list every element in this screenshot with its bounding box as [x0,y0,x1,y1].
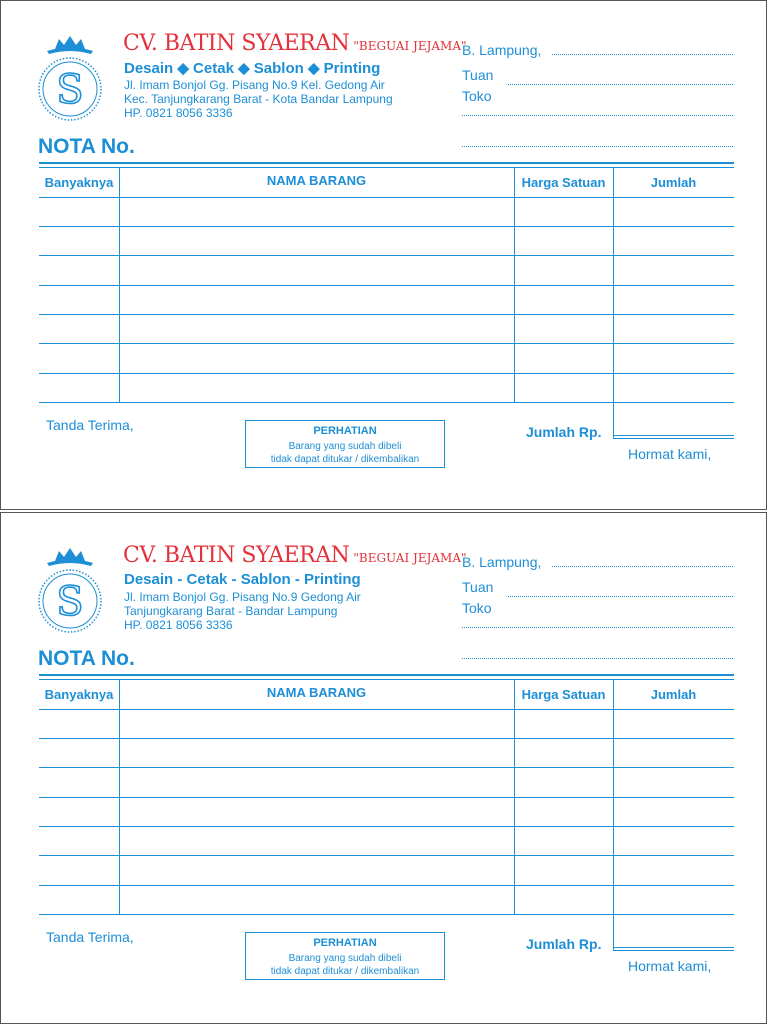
total-line-double [613,950,734,951]
tanda-terima-label: Tanda Terima, [46,929,134,945]
table-row[interactable] [39,198,734,226]
table-row-line [39,402,734,403]
column-divider [613,167,614,439]
svg-text:S: S [56,67,84,113]
table-row[interactable] [39,827,734,855]
address-line: HP. 0821 8056 3336 [124,618,233,632]
table-row[interactable] [39,886,734,914]
table-row[interactable] [39,739,734,767]
company-tagline: "BEGUAI JEJAMA" [353,551,467,565]
table-top-rule [39,674,734,676]
address-line: Kec. Tanjungkarang Barat - Kota Bandar Lampung [124,92,393,106]
tuan-label: Tuan [462,67,494,83]
toko-fill-line[interactable] [462,115,733,116]
total-amount-field[interactable] [614,404,734,434]
column-divider [514,679,515,914]
toko-fill-line[interactable] [462,627,733,628]
toko-fill-line-2[interactable] [462,146,733,147]
column-header: Harga Satuan [521,687,606,702]
total-line [613,947,734,948]
notice-line: tidak dapat ditukar / dikembalikan [270,454,420,465]
column-divider [514,167,515,402]
nota-form-2 [0,512,767,1024]
company-name: CV. BATIN SYAERAN "BEGUAI JEJAMA" [123,31,467,56]
table-row[interactable] [39,286,734,314]
toko-label: Toko [462,600,492,616]
table-row-line [39,914,734,915]
address-line: Jl. Imam Bonjol Gg. Pisang No.9 Gedong Air [124,590,361,604]
toko-label: Toko [462,88,492,104]
total-label: Jumlah Rp. [526,424,602,440]
column-header: NAMA BARANG [266,685,367,700]
nota-title: NOTA No. [38,135,135,158]
notice-title: PERHATIAN [313,425,377,437]
tuan-fill-line[interactable] [508,84,733,85]
column-divider [613,679,614,951]
column-header: Harga Satuan [521,175,606,190]
company-tagline: "BEGUAI JEJAMA" [353,39,467,53]
date-fill-line[interactable] [552,54,733,55]
crown-s-monogram-logo-icon [37,35,103,127]
place-date-label: B. Lampung, [462,554,542,570]
notice-title: PERHATIAN [313,937,377,949]
column-divider [119,167,120,402]
hormat-kami-label: Hormat kami, [628,446,712,462]
tuan-label: Tuan [462,579,494,595]
address-line: HP. 0821 8056 3336 [124,106,233,120]
table-row[interactable] [39,344,734,373]
tanda-terima-label: Tanda Terima, [46,417,134,433]
column-header: Jumlah [650,687,697,702]
table-row[interactable] [39,256,734,285]
crown-s-monogram-logo-icon [37,547,103,639]
total-amount-field[interactable] [614,916,734,946]
company-name: CV. BATIN SYAERAN "BEGUAI JEJAMA" [123,543,467,568]
column-header: NAMA BARANG [266,173,367,188]
hormat-kami-label: Hormat kami, [628,958,712,974]
date-fill-line[interactable] [552,566,733,567]
nota-form-1 [0,0,767,510]
table-row[interactable] [39,798,734,826]
column-divider [119,679,120,914]
notice-line: Barang yang sudah dibeli [288,953,402,964]
column-header: Banyaknya [44,175,114,190]
tuan-fill-line[interactable] [508,596,733,597]
column-header: Jumlah [650,175,697,190]
table-row[interactable] [39,856,734,885]
address-line: Jl. Imam Bonjol Gg. Pisang No.9 Kel. Gedong Air [124,78,385,92]
table-row[interactable] [39,374,734,402]
table-row[interactable] [39,315,734,343]
total-line [613,435,734,436]
notice-line: Barang yang sudah dibeli [288,441,402,452]
column-header: Banyaknya [44,687,114,702]
address-line: Tanjungkarang Barat - Bandar Lampung [124,604,338,618]
table-row[interactable] [39,768,734,797]
table-row[interactable] [39,710,734,738]
total-label: Jumlah Rp. [526,936,602,952]
table-top-rule-thin [39,167,734,168]
total-line-double [613,438,734,439]
table-top-rule-thin [39,679,734,680]
svg-text:S: S [56,579,84,625]
services-line: Desain ◆ Cetak ◆ Sablon ◆ Printing [124,60,381,77]
notice-line: tidak dapat ditukar / dikembalikan [270,966,420,977]
nota-title: NOTA No. [38,647,135,670]
toko-fill-line-2[interactable] [462,658,733,659]
table-row[interactable] [39,227,734,255]
notice-box [245,932,445,980]
table-top-rule [39,162,734,164]
place-date-label: B. Lampung, [462,42,542,58]
notice-box [245,420,445,468]
services-line: Desain - Cetak - Sablon - Printing [124,571,361,588]
